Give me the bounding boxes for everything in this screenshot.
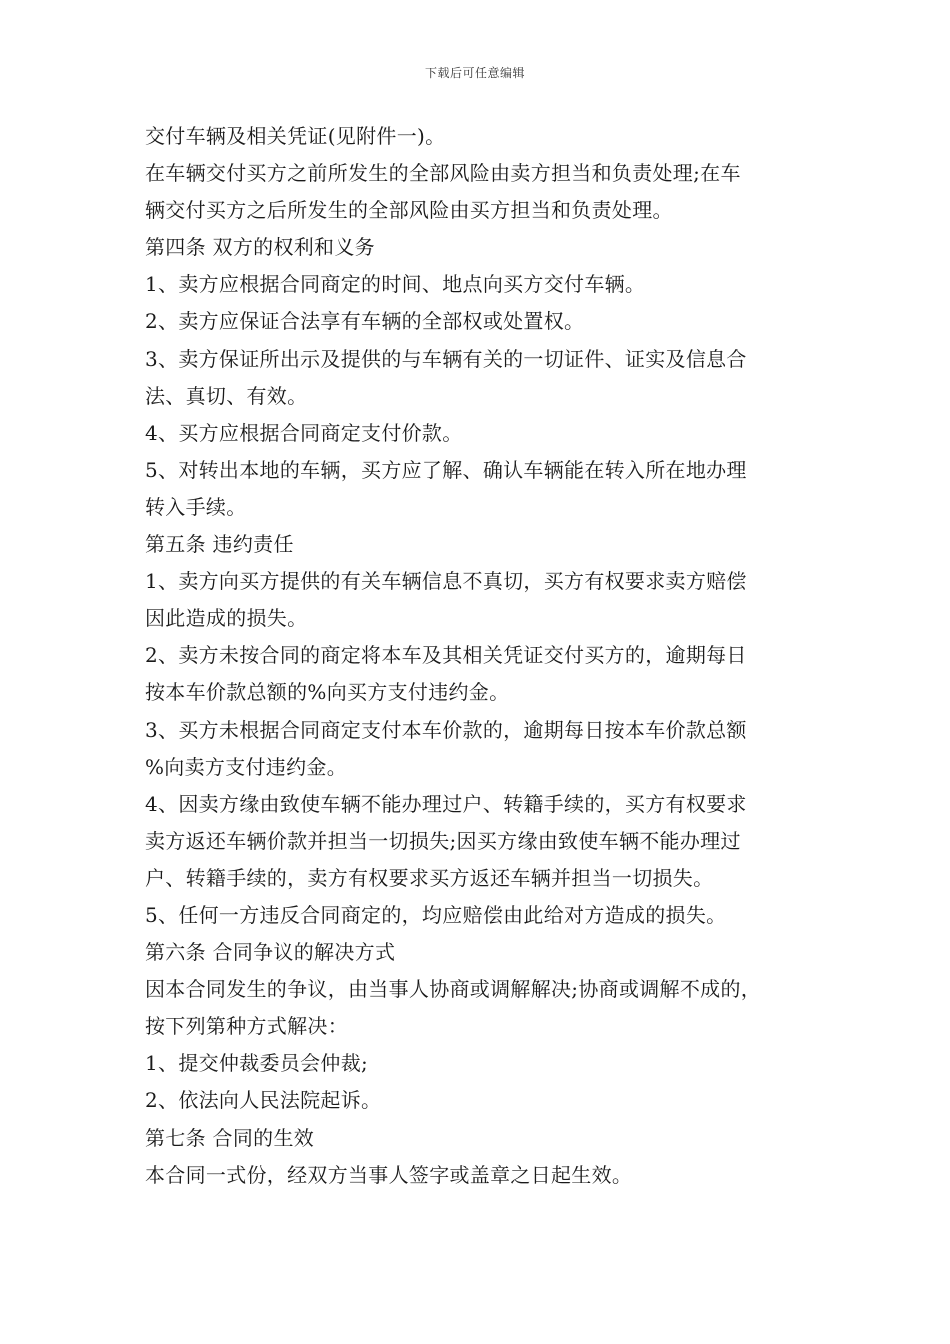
document-body xyxy=(145,118,825,1194)
text-line: 卖方返还车辆价款并担当一切损失;因买方缘由致使车辆不能办理过 xyxy=(145,828,741,853)
text-line: 1、提交仲裁委员会仲裁; xyxy=(145,1051,369,1076)
text-line: 2、卖方应保证合法享有车辆的全部权或处置权。 xyxy=(145,309,585,334)
text-line: 辆交付买方之后所发生的全部风险由买方担当和负责处理。 xyxy=(145,198,673,223)
section-heading: 第七条 合同的生效 xyxy=(145,1125,315,1150)
text-line: 3、买方未根据合同商定支付本车价款的，逾期每日按本车价款总额 xyxy=(145,717,747,742)
section-heading: 第五条 违约责任 xyxy=(145,532,294,557)
text-line: 4、因卖方缘由致使车辆不能办理过户、转籍手续的，买方有权要求 xyxy=(145,791,747,816)
section-heading: 第六条 合同争议的解决方式 xyxy=(145,940,396,965)
text-line: 1、卖方应根据合同商定的时间、地点向买方交付车辆。 xyxy=(145,272,646,297)
text-line: %向卖方支付违约金。 xyxy=(145,754,348,779)
text-line: 转入手续。 xyxy=(145,494,247,519)
text-line: 3、卖方保证所出示及提供的与车辆有关的一切证件、证实及信息合 xyxy=(145,346,747,371)
text-line: 1、卖方向买方提供的有关车辆信息不真切，买方有权要求卖方赔偿 xyxy=(145,569,747,594)
section-heading: 第四条 双方的权利和义务 xyxy=(145,235,375,260)
text-line: 按本车价款总额的%向买方支付违约金。 xyxy=(145,680,510,705)
text-line: 交付车辆及相关凭证(见附件一)。 xyxy=(145,124,446,148)
text-line: 5、任何一方违反合同商定的，均应赔偿由此给对方造成的损失。 xyxy=(145,902,727,927)
text-line: 因本合同发生的争议，由当事人协商或调解解决;协商或调解不成的， xyxy=(145,977,762,1002)
text-line: 2、依法向人民法院起诉。 xyxy=(145,1088,382,1113)
text-line: 按下列第种方式解决： xyxy=(145,1014,348,1039)
text-line: 本合同一式份，经双方当事人签字或盖章之日起生效。 xyxy=(145,1162,633,1187)
text-line: 4、买方应根据合同商定支付价款。 xyxy=(145,420,463,445)
text-line: 2、卖方未按合同的商定将本车及其相关凭证交付买方的，逾期每日 xyxy=(145,643,747,668)
text-line: 因此造成的损失。 xyxy=(145,606,308,631)
text-line: 5、对转出本地的车辆，买方应了解、确认车辆能在转入所在地办理 xyxy=(145,457,747,482)
text-line: 法、真切、有效。 xyxy=(145,383,308,408)
text-line: 在车辆交付买方之前所发生的全部风险由卖方担当和负责处理;在车 xyxy=(145,161,741,186)
text-line: 户、转籍手续的，卖方有权要求买方返还车辆并担当一切损失。 xyxy=(145,865,714,890)
page-header-note: 下载后可任意编辑 xyxy=(424,66,525,80)
